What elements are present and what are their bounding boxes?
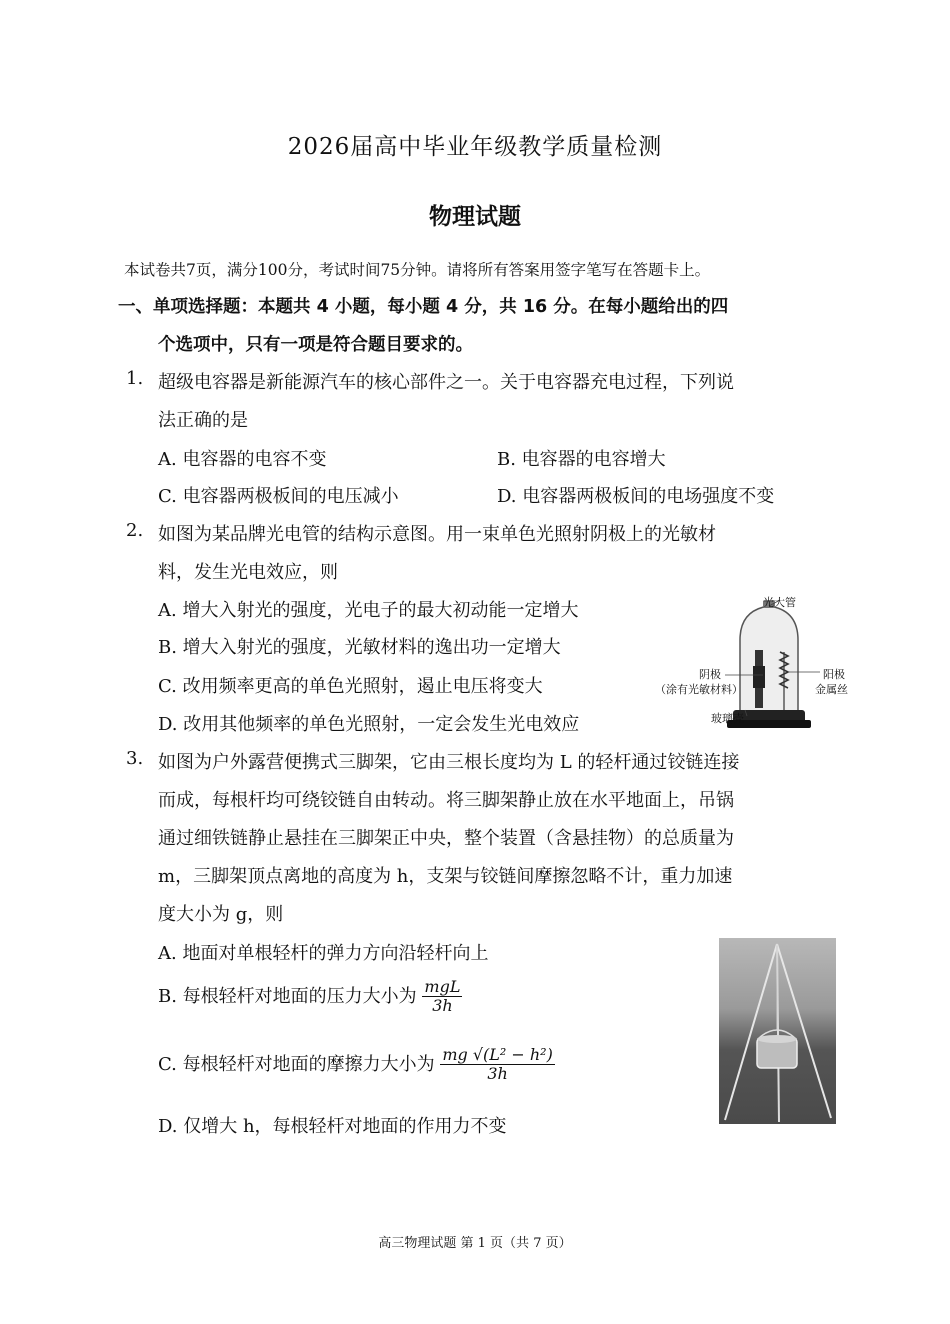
q3-option-c-fraction — [440, 1046, 555, 1084]
tripod-illustration — [719, 938, 836, 1124]
figure-label-wire: 金属丝 — [815, 683, 848, 696]
q2-option-b: B. 增大入射光的强度，光敏材料的逸出功一定增大 — [158, 637, 561, 658]
q3-stem-line5: 度大小为 g，则 — [158, 904, 284, 925]
tripod-photo — [719, 938, 836, 1124]
q3-stem-line3: 通过细铁链静止悬挂在三脚架正中央，整个装置（含悬挂物）的总质量为 — [158, 828, 734, 849]
q3-option-c-denominator: 3h — [487, 1064, 508, 1084]
exam-intro: 本试卷共7页，满分100分，考试时间75分钟。请将所有答案用签字笔写在答题卡上。 — [124, 261, 711, 279]
q3-option-a: A. 地面对单根轻杆的弹力方向沿轻杆向上 — [158, 943, 489, 964]
q1-option-a: A. 电容器的电容不变 — [158, 449, 327, 470]
q3-option-c — [158, 1046, 555, 1084]
phototube-illustration — [655, 592, 865, 732]
q1-number: 1. — [126, 368, 144, 389]
q1-option-c: C. 电容器两极板间的电压减小 — [158, 486, 399, 507]
phototube-figure — [655, 592, 865, 732]
page-subtitle: 物理试题 — [429, 204, 521, 230]
section-heading-line2: 个选项中，只有一项是符合题目要求的。 — [158, 335, 473, 355]
figure-label-cathode: 阴极 — [699, 668, 721, 681]
q3-option-b-fraction — [422, 978, 462, 1016]
page-footer: 高三物理试题 第 1 页（共 7 页） — [378, 1236, 572, 1251]
q2-number: 2. — [126, 520, 144, 541]
q1-stem-line1: 超级电容器是新能源汽车的核心部件之一。关于电容器充电过程，下列说 — [158, 372, 734, 393]
q1-stem-line2: 法正确的是 — [158, 410, 248, 431]
q3-option-b-denominator: 3h — [432, 996, 453, 1016]
q2-option-c: C. 改用频率更高的单色光照射，遏止电压将变大 — [158, 676, 543, 697]
figure-label-glass: 玻璃壳 — [711, 712, 744, 725]
q2-stem-line2: 料，发生光电效应，则 — [158, 562, 338, 583]
q2-option-a: A. 增大入射光的强度，光电子的最大初动能一定增大 — [158, 600, 579, 621]
q3-number: 3. — [126, 748, 144, 769]
q1-option-d: D. 电容器两极板间的电场强度不变 — [497, 486, 775, 507]
q3-option-b — [158, 978, 462, 1016]
q3-option-b-numerator: mgL — [424, 977, 461, 996]
q3-option-b-text: B. 每根轻杆对地面的压力大小为 — [158, 985, 417, 1007]
figure-label-anode: 阳极 — [823, 668, 845, 681]
q3-stem-line1: 如图为户外露营便携式三脚架，它由三根长度均为 L 的轻杆通过铰链连接 — [158, 752, 740, 773]
q2-option-d: D. 改用其他频率的单色光照射，一定会发生光电效应 — [158, 714, 580, 735]
q3-option-d: D. 仅增大 h，每根轻杆对地面的作用力不变 — [158, 1116, 507, 1137]
page-title: 2026届高中毕业年级教学质量检测 — [287, 134, 663, 160]
q2-stem-line1: 如图为某品牌光电管的结构示意图。用一束单色光照射阴极上的光敏材 — [158, 524, 716, 545]
q1-option-b: B. 电容器的电容增大 — [497, 449, 666, 470]
q3-stem-line2: 而成，每根杆均可绕铰链自由转动。将三脚架静止放在水平地面上，吊锅 — [158, 790, 734, 811]
q3-stem-line4: m，三脚架顶点离地的高度为 h，支架与铰链间摩擦忽略不计，重力加速 — [158, 866, 733, 887]
section-heading-line1: 一、单项选择题：本题共 4 小题，每小题 4 分，共 16 分。在每小题给出的四 — [118, 297, 729, 317]
q3-option-c-text: C. 每根轻杆对地面的摩擦力大小为 — [158, 1053, 435, 1075]
q3-option-c-numerator: mg √(L² − h²) — [442, 1045, 553, 1064]
figure-label-top: 光大管 — [763, 596, 796, 609]
figure-label-cathode-note: （涂有光敏材料） — [655, 683, 743, 696]
